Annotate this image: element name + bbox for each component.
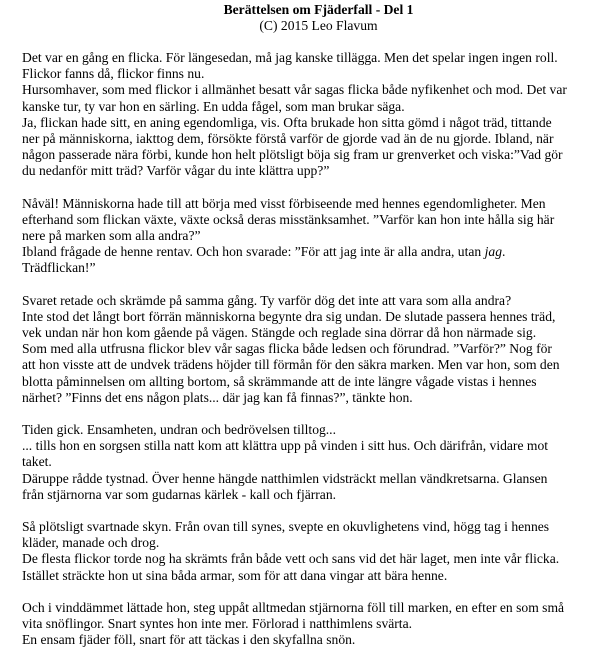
text-line: [22, 422, 601, 438]
text-segment: Svaret retade och skrämde på samma gång. Ty varför dög det inte att vara som alla andra?: [22, 292, 512, 308]
text-segment: taket.: [22, 454, 52, 470]
text-line: [22, 260, 601, 276]
text-segment: nere på marken som alla andra?”: [22, 228, 201, 244]
text-line: [22, 50, 601, 66]
text-segment: Flickor fanns då, flickor finns nu.: [22, 66, 205, 82]
text-line: [22, 82, 601, 98]
text-segment: Inte stod det långt bort förrän människorna begynte dra sig undan. De slutade passera hennes träd,: [22, 308, 556, 324]
text-segment: Ibland frågade de henne rentav. Och hon svarade: ”För att jag inte är alla andra, utan: [22, 244, 485, 260]
text-segment: Däruppe rådde tystnad. Över henne hängde natthimlen vidsträckt mellan vändkretsarna. Glansen: [22, 470, 548, 486]
text-line: [22, 228, 601, 244]
paragraph: [22, 196, 601, 277]
text-line: [22, 341, 601, 357]
text-line: [22, 131, 601, 147]
text-line: [22, 325, 601, 341]
text-line: [22, 616, 601, 632]
text-segment: Så plötsligt svartnade skyn. Från ovan till synes, svepte en okuvlighetens vind, högg tag i hennes: [22, 519, 550, 535]
text-line: [22, 163, 601, 179]
text-line: [22, 535, 601, 551]
text-segment: du nedanför mitt träd? Varför vågar du inte klättra upp?”: [22, 163, 330, 179]
text-segment: Ja, flickan hade sitt, en aning egendomliga, vis. Ofta brukade hon sitta gömd i något träd, tittande: [22, 114, 552, 130]
text-segment: Och i vinddämmet lättade hon, steg uppåt alltmedan stjärnorna föll till marken, en efter en som små: [22, 599, 565, 615]
text-segment: efterhand som flickan växte, växte också deras misstänksamhet. ”Varför kan hon inte hålla sig här: [22, 211, 555, 227]
text-segment: blotta påminnelsen om allting bortom, så skrämmande att de inte längre vågade vistas i hennes: [22, 373, 537, 389]
emphasis-text: jag: [484, 244, 502, 260]
paragraph: [22, 50, 601, 180]
text-line: [22, 438, 601, 454]
text-line: [22, 374, 601, 390]
paragraph: [22, 600, 601, 649]
text-line: [22, 454, 601, 470]
text-segment: vita snöflingor. Snart syntes hon inte mer. Förlorad i natthimlens svärta.: [22, 616, 413, 632]
text-line: [22, 471, 601, 487]
text-segment: kanske tur, ty var hon en särling. En udda fågel, som man brukar säga.: [22, 98, 405, 114]
text-line: [22, 66, 601, 82]
text-segment: kläder, manade och drog.: [22, 535, 160, 551]
paragraph: [22, 422, 601, 503]
text-line: [22, 196, 601, 212]
text-line: [22, 390, 601, 406]
text-line: [22, 147, 601, 163]
text-line: [22, 244, 601, 260]
text-line: [22, 551, 601, 567]
text-segment: ner på människorna, iakttog dem, försökte förstå varför de gjorde vad än de nu gjorde. Ibland, när: [22, 131, 554, 147]
text-segment: De flesta flickor torde nog ha skrämts från både vett och sans vid det här laget, men inte vår flicka.: [22, 551, 560, 567]
text-line: [22, 99, 601, 115]
text-line: [22, 293, 601, 309]
paragraph: [22, 519, 601, 584]
text-segment: ... tills hon en sorgsen stilla natt kom att klättra upp på vinden i sitt hus. Och därifrån, vidare mot: [22, 438, 549, 454]
text-segment: Istället sträckte hon ut sina båda armar, som för att dana vingar att bära henne.: [22, 567, 448, 583]
text-line: [22, 212, 601, 228]
text-segment: Nåväl! Människorna hade till att börja med visst förbiseende med hennes egendomligheter. Men: [22, 195, 546, 211]
text-line: [22, 600, 601, 616]
text-segment: Tiden gick. Ensamheten, undran och bedrövelsen tilltog...: [22, 422, 336, 438]
text-line: [22, 519, 601, 535]
text-line: [22, 568, 601, 584]
document-title: Berättelsen om Fjäderfall - Del 1: [223, 2, 414, 17]
text-segment: Hursomhaver, som med flickor i allmänhet besatt vår sagas flicka både nyfikenhet och mod. Det var: [22, 82, 567, 98]
text-segment: Som med alla utfrusna flickor blev vår sagas flicka både ledsen och förundrad. ”Varför?” Nog för: [22, 341, 552, 357]
text-segment: någon passerade nära förbi, kunde hon helt plötsligt böja sig fram ur grenverket och viska:”Vad gör: [22, 147, 563, 163]
copyright-line: (C) 2015 Leo Flavum: [259, 18, 378, 33]
paragraph: [22, 293, 601, 406]
text-segment: närhet? ”Finns det ens någon plats... där jag kan få finnas?”, tänkte hon.: [22, 389, 413, 405]
text-line: [22, 487, 601, 503]
text-line: [22, 115, 601, 131]
text-segment: Det var en gång en flicka. För längesedan, må jag kanske tillägga. Men det spelar ingen ingen roll.: [22, 50, 558, 65]
text-line: [22, 357, 601, 373]
text-segment: från stjärnorna var som gudarnas kärlek - kall och fjärran.: [22, 486, 337, 502]
text-segment: Trädflickan!”: [22, 260, 96, 276]
text-segment: vek undan när hon kom gående på vägen. Stängde och reglade sina dörrar då hon närmade sig.: [22, 325, 537, 341]
story-body: [22, 50, 601, 649]
text-line: [22, 309, 601, 325]
text-segment: att hon visste att de undvek trädens höjder till förmån för den säkra marken. Men var hon, som den: [22, 357, 560, 373]
text-segment: En ensam fjäder föll, snart för att täckas i den skyfallna snön.: [22, 632, 356, 648]
text-line: [22, 632, 601, 648]
text-segment: .: [502, 244, 506, 260]
